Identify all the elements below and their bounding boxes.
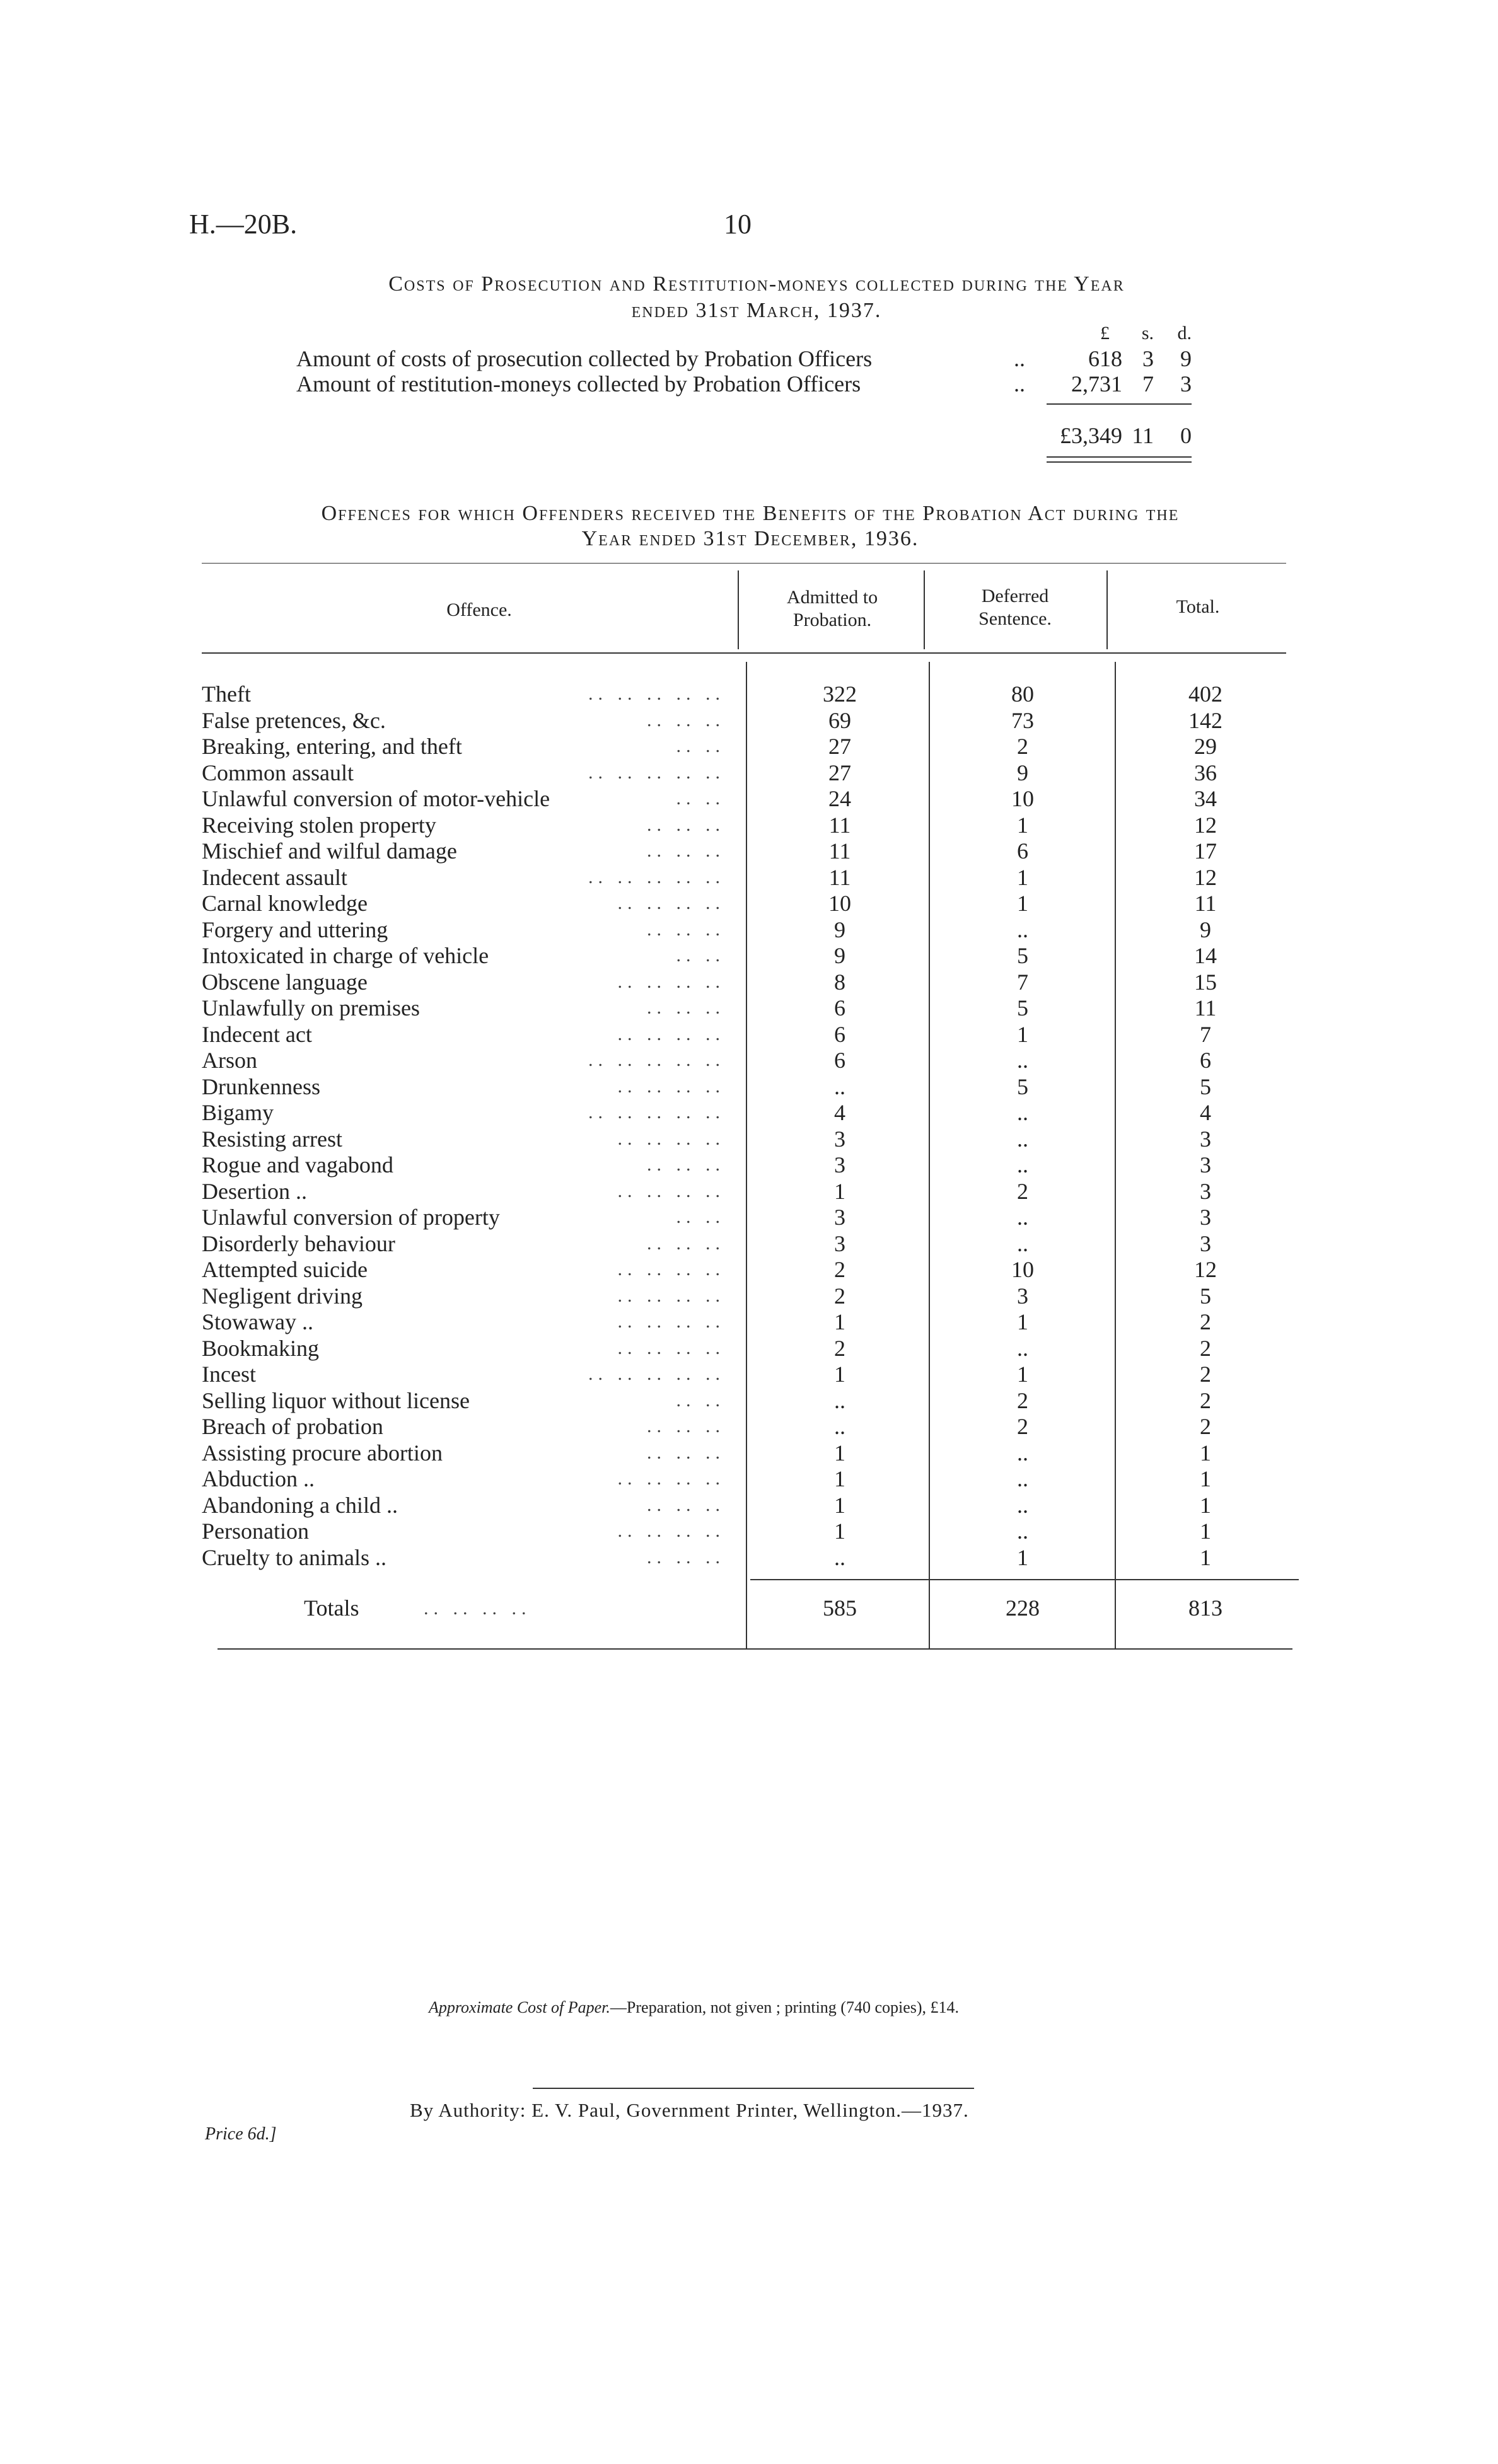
total-value: 142 — [1188, 708, 1222, 733]
offence-name: Desertion .. — [202, 1179, 307, 1204]
total-value: 402 — [1188, 681, 1222, 707]
total-value: 12 — [1194, 813, 1217, 838]
total-value: 2 — [1200, 1336, 1211, 1361]
deferred-value: 2 — [1017, 1414, 1028, 1439]
cost-of-paper-label: Approximate Cost of Paper. — [429, 1998, 610, 2016]
totals-total: 813 — [1188, 1595, 1222, 1621]
row-leaders: .. .. .. — [647, 1495, 725, 1515]
admitted-value: 1 — [834, 1179, 845, 1204]
row-leaders: .. .. .. .. — [617, 893, 725, 913]
deferred-value: .. — [1017, 1126, 1028, 1152]
col-header-admitted-line2: Probation. — [793, 610, 872, 630]
offence-name: Incest — [202, 1362, 256, 1387]
offence-name: Bookmaking — [202, 1336, 319, 1361]
offence-name: Obscene language — [202, 969, 368, 995]
total-value: 34 — [1194, 786, 1217, 811]
total-value: 12 — [1194, 865, 1217, 890]
deferred-value: 1 — [1017, 891, 1028, 916]
offence-name: Unlawful conversion of motor-vehicle — [202, 786, 550, 811]
total-value: 3 — [1200, 1152, 1211, 1177]
row-leaders: .. .. .. .. .. — [588, 762, 725, 783]
row-leaders: .. .. .. .. — [617, 1128, 725, 1149]
total-value: 1 — [1200, 1466, 1211, 1491]
cost-restitution-shillings: 7 — [1142, 371, 1154, 396]
cost-restitution-pence: 3 — [1180, 371, 1192, 396]
admitted-value: .. — [834, 1074, 845, 1099]
admitted-value: 4 — [834, 1100, 845, 1125]
offence-name: Common assault — [202, 760, 354, 785]
table-bottom-rule — [218, 1648, 1292, 1650]
admitted-value: .. — [834, 1388, 845, 1413]
deferred-value: 1 — [1017, 865, 1028, 890]
total-value: 1 — [1200, 1545, 1211, 1570]
admitted-value: 322 — [823, 681, 857, 707]
row-leaders: .. .. .. — [647, 997, 725, 1018]
total-value: 36 — [1194, 760, 1217, 785]
row-leaders: .. .. .. — [647, 710, 725, 731]
total-value: 7 — [1200, 1022, 1211, 1047]
offence-name: Receiving stolen property — [202, 813, 436, 838]
col-header-deferred-line2: Sentence. — [978, 608, 1052, 629]
total-value: 3 — [1200, 1126, 1211, 1152]
total-value: 6 — [1200, 1048, 1211, 1073]
deferred-value: .. — [1017, 1205, 1028, 1230]
cost-line-restitution-leader: .. — [1014, 371, 1025, 396]
cost-of-paper-text: —Preparation, not given ; printing (740 copies), £14. — [610, 1998, 960, 2016]
row-leaders: .. .. .. .. — [617, 1468, 725, 1489]
deferred-value: 1 — [1017, 813, 1028, 838]
row-leaders: .. .. .. .. — [617, 1311, 725, 1332]
totals-deferred: 228 — [1006, 1595, 1040, 1621]
deferred-value: 7 — [1017, 969, 1028, 995]
row-leaders: .. .. — [676, 1206, 725, 1227]
offence-name: Unlawful conversion of property — [202, 1205, 500, 1230]
total-value: 1 — [1200, 1440, 1211, 1466]
deferred-value: .. — [1017, 1231, 1028, 1256]
deferred-value: 80 — [1011, 681, 1034, 707]
pence-header: d. — [1177, 323, 1192, 344]
deferred-value: 5 — [1017, 1074, 1028, 1099]
deferred-value: 2 — [1017, 734, 1028, 759]
totals-rule — [750, 1579, 1299, 1580]
deferred-value: 1 — [1017, 1022, 1028, 1047]
admitted-value: 1 — [834, 1440, 845, 1466]
table-top-rule — [202, 563, 1286, 564]
offence-name: Rogue and vagabond — [202, 1152, 393, 1177]
admitted-value: 9 — [834, 943, 845, 968]
costs-title-line1: Costs of Prosecution and Restitution-moneys collected during the Year — [388, 272, 1125, 296]
deferred-value: 3 — [1017, 1283, 1028, 1309]
deferred-value: .. — [1017, 1518, 1028, 1544]
offence-name: Mischief and wilful damage — [202, 838, 457, 864]
admitted-value: 11 — [828, 813, 851, 838]
admitted-value: 11 — [828, 865, 851, 890]
offence-name: Stowaway .. — [202, 1309, 313, 1334]
row-leaders: .. .. — [676, 736, 725, 756]
offence-name: Cruelty to animals .. — [202, 1545, 386, 1570]
total-value: 1 — [1200, 1493, 1211, 1518]
col-header-offence: Offence. — [446, 599, 512, 620]
offence-name: Attempted suicide — [202, 1257, 368, 1282]
total-value: 5 — [1200, 1074, 1211, 1099]
total-value: 29 — [1194, 734, 1217, 759]
shillings-header: s. — [1141, 323, 1154, 344]
offence-name: Personation — [202, 1518, 309, 1544]
row-leaders: .. .. .. — [647, 1547, 725, 1568]
total-value: 14 — [1194, 943, 1217, 968]
row-leaders: .. .. .. .. — [617, 1259, 725, 1280]
row-leaders: .. .. .. .. .. — [588, 1050, 725, 1070]
admitted-value: 2 — [834, 1257, 845, 1282]
admitted-value: 6 — [834, 1048, 845, 1073]
cost-line-restitution-label: Amount of restitution-moneys collected by Probation Officers — [296, 371, 861, 396]
total-value: 11 — [1194, 995, 1217, 1021]
col-header-admitted — [744, 586, 920, 632]
cost-total-shillings: 11 — [1132, 423, 1154, 448]
admitted-value: 27 — [828, 734, 851, 759]
offence-name: Bigamy — [202, 1100, 274, 1125]
row-leaders: .. .. .. — [647, 1442, 725, 1463]
row-leaders: .. .. — [676, 945, 725, 966]
cost-total-rule-bottom — [1047, 461, 1192, 463]
pounds-header: £ — [1100, 323, 1110, 344]
row-leaders: .. .. .. — [647, 919, 725, 940]
offence-name: Disorderly behaviour — [202, 1231, 395, 1256]
total-value: 3 — [1200, 1231, 1211, 1256]
admitted-value: 10 — [828, 891, 851, 916]
total-value: 1 — [1200, 1518, 1211, 1544]
total-value: 12 — [1194, 1257, 1217, 1282]
row-leaders: .. .. — [676, 788, 725, 809]
body-divider-3 — [1115, 662, 1116, 1648]
admitted-value: 6 — [834, 995, 845, 1021]
total-value: 4 — [1200, 1100, 1211, 1125]
offence-name: False pretences, &c. — [202, 708, 386, 733]
offence-name: Abduction .. — [202, 1466, 315, 1491]
row-leaders: .. .. .. .. — [617, 1520, 725, 1541]
deferred-value: 5 — [1017, 995, 1028, 1021]
cost-line-prosecution-leader: .. — [1014, 346, 1025, 371]
header-divider-2 — [924, 570, 925, 649]
deferred-value: .. — [1017, 1336, 1028, 1361]
cost-line-prosecution-label: Amount of costs of prosecution collected by Probation Officers — [296, 346, 873, 371]
total-value: 9 — [1200, 917, 1211, 942]
col-header-deferred — [927, 585, 1103, 630]
authority-line: By Authority: E. V. Paul, Government Printer, Wellington.—1937. — [410, 2099, 969, 2121]
body-divider-2 — [929, 662, 930, 1648]
admitted-value: 3 — [834, 1152, 845, 1177]
cost-total-pounds: £3,349 — [1060, 423, 1122, 448]
total-value: 5 — [1200, 1283, 1211, 1309]
deferred-value: .. — [1017, 1048, 1028, 1073]
col-header-total: Total. — [1176, 596, 1220, 617]
price: Price 6d.] — [205, 2124, 277, 2144]
totals-admitted: 585 — [823, 1595, 857, 1621]
total-value: 15 — [1194, 969, 1217, 995]
total-value: 3 — [1200, 1205, 1211, 1230]
admitted-value: 1 — [834, 1518, 845, 1544]
deferred-value: 9 — [1017, 760, 1028, 785]
admitted-value: 27 — [828, 760, 851, 785]
total-value: 3 — [1200, 1179, 1211, 1204]
admitted-value: 3 — [834, 1126, 845, 1152]
deferred-value: 2 — [1017, 1388, 1028, 1413]
row-leaders: .. .. .. .. — [617, 1024, 725, 1044]
deferred-value: 73 — [1011, 708, 1034, 733]
row-leaders: .. .. .. .. .. — [588, 867, 725, 888]
deferred-value: .. — [1017, 1100, 1028, 1125]
row-leaders: .. .. .. .. .. — [588, 683, 725, 704]
offence-name: Selling liquor without license — [202, 1388, 470, 1413]
admitted-value: .. — [834, 1414, 845, 1439]
total-value: 2 — [1200, 1414, 1211, 1439]
row-leaders: .. .. .. — [647, 814, 725, 835]
admitted-value: 1 — [834, 1466, 845, 1491]
admitted-value: 1 — [834, 1493, 845, 1518]
cost-of-paper-note — [429, 1998, 959, 2017]
offence-name: Assisting procure abortion — [202, 1440, 443, 1466]
offence-name: Resisting arrest — [202, 1126, 342, 1152]
header-divider-3 — [1106, 570, 1108, 649]
row-leaders: .. .. — [676, 1390, 725, 1411]
row-leaders: .. .. .. .. — [617, 1076, 725, 1097]
total-value: 17 — [1194, 838, 1217, 864]
body-divider-1 — [746, 662, 747, 1648]
deferred-value: 1 — [1017, 1309, 1028, 1334]
admitted-value: .. — [834, 1545, 845, 1570]
offence-name: Arson — [202, 1048, 257, 1073]
admitted-value: 69 — [828, 708, 851, 733]
authority-rule — [533, 2088, 974, 2089]
row-leaders: .. .. .. — [647, 1154, 725, 1175]
admitted-value: 6 — [834, 1022, 845, 1047]
offence-name: Abandoning a child .. — [202, 1493, 398, 1518]
offences-title-line1: Offences for which Offenders received the Benefits of the Probation Act during the — [321, 502, 1180, 525]
header-divider-1 — [738, 570, 739, 649]
row-leaders: .. .. .. .. .. — [588, 1363, 725, 1384]
admitted-value: 2 — [834, 1283, 845, 1309]
row-leaders: .. .. .. — [647, 840, 725, 861]
cost-subtotal-rule — [1047, 403, 1192, 405]
total-value: 2 — [1200, 1309, 1211, 1334]
deferred-value: 1 — [1017, 1362, 1028, 1387]
admitted-value: 8 — [834, 969, 845, 995]
admitted-value: 9 — [834, 917, 845, 942]
offence-name: Carnal knowledge — [202, 891, 368, 916]
admitted-value: 24 — [828, 786, 851, 811]
admitted-value: 2 — [834, 1336, 845, 1361]
offence-name: Forgery and uttering — [202, 917, 388, 942]
deferred-value: 1 — [1017, 1545, 1028, 1570]
cost-prosecution-pence: 9 — [1180, 346, 1192, 371]
offence-name: Unlawfully on premises — [202, 995, 420, 1021]
deferred-value: .. — [1017, 1466, 1028, 1491]
admitted-value: 11 — [828, 838, 851, 864]
offence-name: Breaking, entering, and theft — [202, 734, 462, 759]
row-leaders: .. .. .. .. .. — [588, 1102, 725, 1123]
cost-prosecution-pounds: 618 — [1088, 346, 1122, 371]
deferred-value: 5 — [1017, 943, 1028, 968]
deferred-value: .. — [1017, 1440, 1028, 1466]
offence-name: Negligent driving — [202, 1283, 363, 1309]
row-leaders: .. .. .. .. — [617, 971, 725, 992]
total-value: 11 — [1194, 891, 1217, 916]
offence-name: Indecent assault — [202, 865, 347, 890]
offences-title-line2: Year ended 31st December, 1936. — [581, 527, 919, 550]
col-header-deferred-line1: Deferred — [981, 586, 1049, 606]
cost-prosecution-shillings: 3 — [1142, 346, 1154, 371]
deferred-value: 6 — [1017, 838, 1028, 864]
admitted-value: 1 — [834, 1362, 845, 1387]
deferred-value: .. — [1017, 1493, 1028, 1518]
deferred-value: 10 — [1011, 1257, 1034, 1282]
row-leaders: .. .. .. .. — [617, 1338, 725, 1358]
deferred-value: .. — [1017, 917, 1028, 942]
total-value: 2 — [1200, 1362, 1211, 1387]
row-leaders: .. .. .. .. — [617, 1181, 725, 1201]
offence-name: Intoxicated in charge of vehicle — [202, 943, 489, 968]
offence-name: Breach of probation — [202, 1414, 383, 1439]
admitted-value: 1 — [834, 1309, 845, 1334]
totals-label: Totals — [304, 1595, 359, 1621]
admitted-value: 3 — [834, 1231, 845, 1256]
col-header-admitted-line1: Admitted to — [786, 587, 878, 608]
row-leaders: .. .. .. — [647, 1233, 725, 1254]
totals-leaders: .. .. .. .. — [424, 1598, 531, 1619]
row-leaders: .. .. .. — [647, 1416, 725, 1437]
cost-total-pence: 0 — [1180, 423, 1192, 448]
cost-restitution-pounds: 2,731 — [1071, 371, 1122, 396]
table-header-rule — [202, 652, 1286, 654]
document-code: H.—20B. — [189, 209, 298, 240]
offence-name: Drunkenness — [202, 1074, 320, 1099]
admitted-value: 3 — [834, 1205, 845, 1230]
deferred-value: .. — [1017, 1152, 1028, 1177]
costs-title-line2: ended 31st March, 1937. — [631, 299, 882, 322]
page-number: 10 — [724, 209, 752, 240]
total-value: 2 — [1200, 1388, 1211, 1413]
deferred-value: 10 — [1011, 786, 1034, 811]
offence-name: Indecent act — [202, 1022, 312, 1047]
row-leaders: .. .. .. .. — [617, 1285, 725, 1306]
offence-name: Theft — [202, 681, 251, 707]
cost-total-rule-top — [1047, 456, 1192, 458]
deferred-value: 2 — [1017, 1179, 1028, 1204]
